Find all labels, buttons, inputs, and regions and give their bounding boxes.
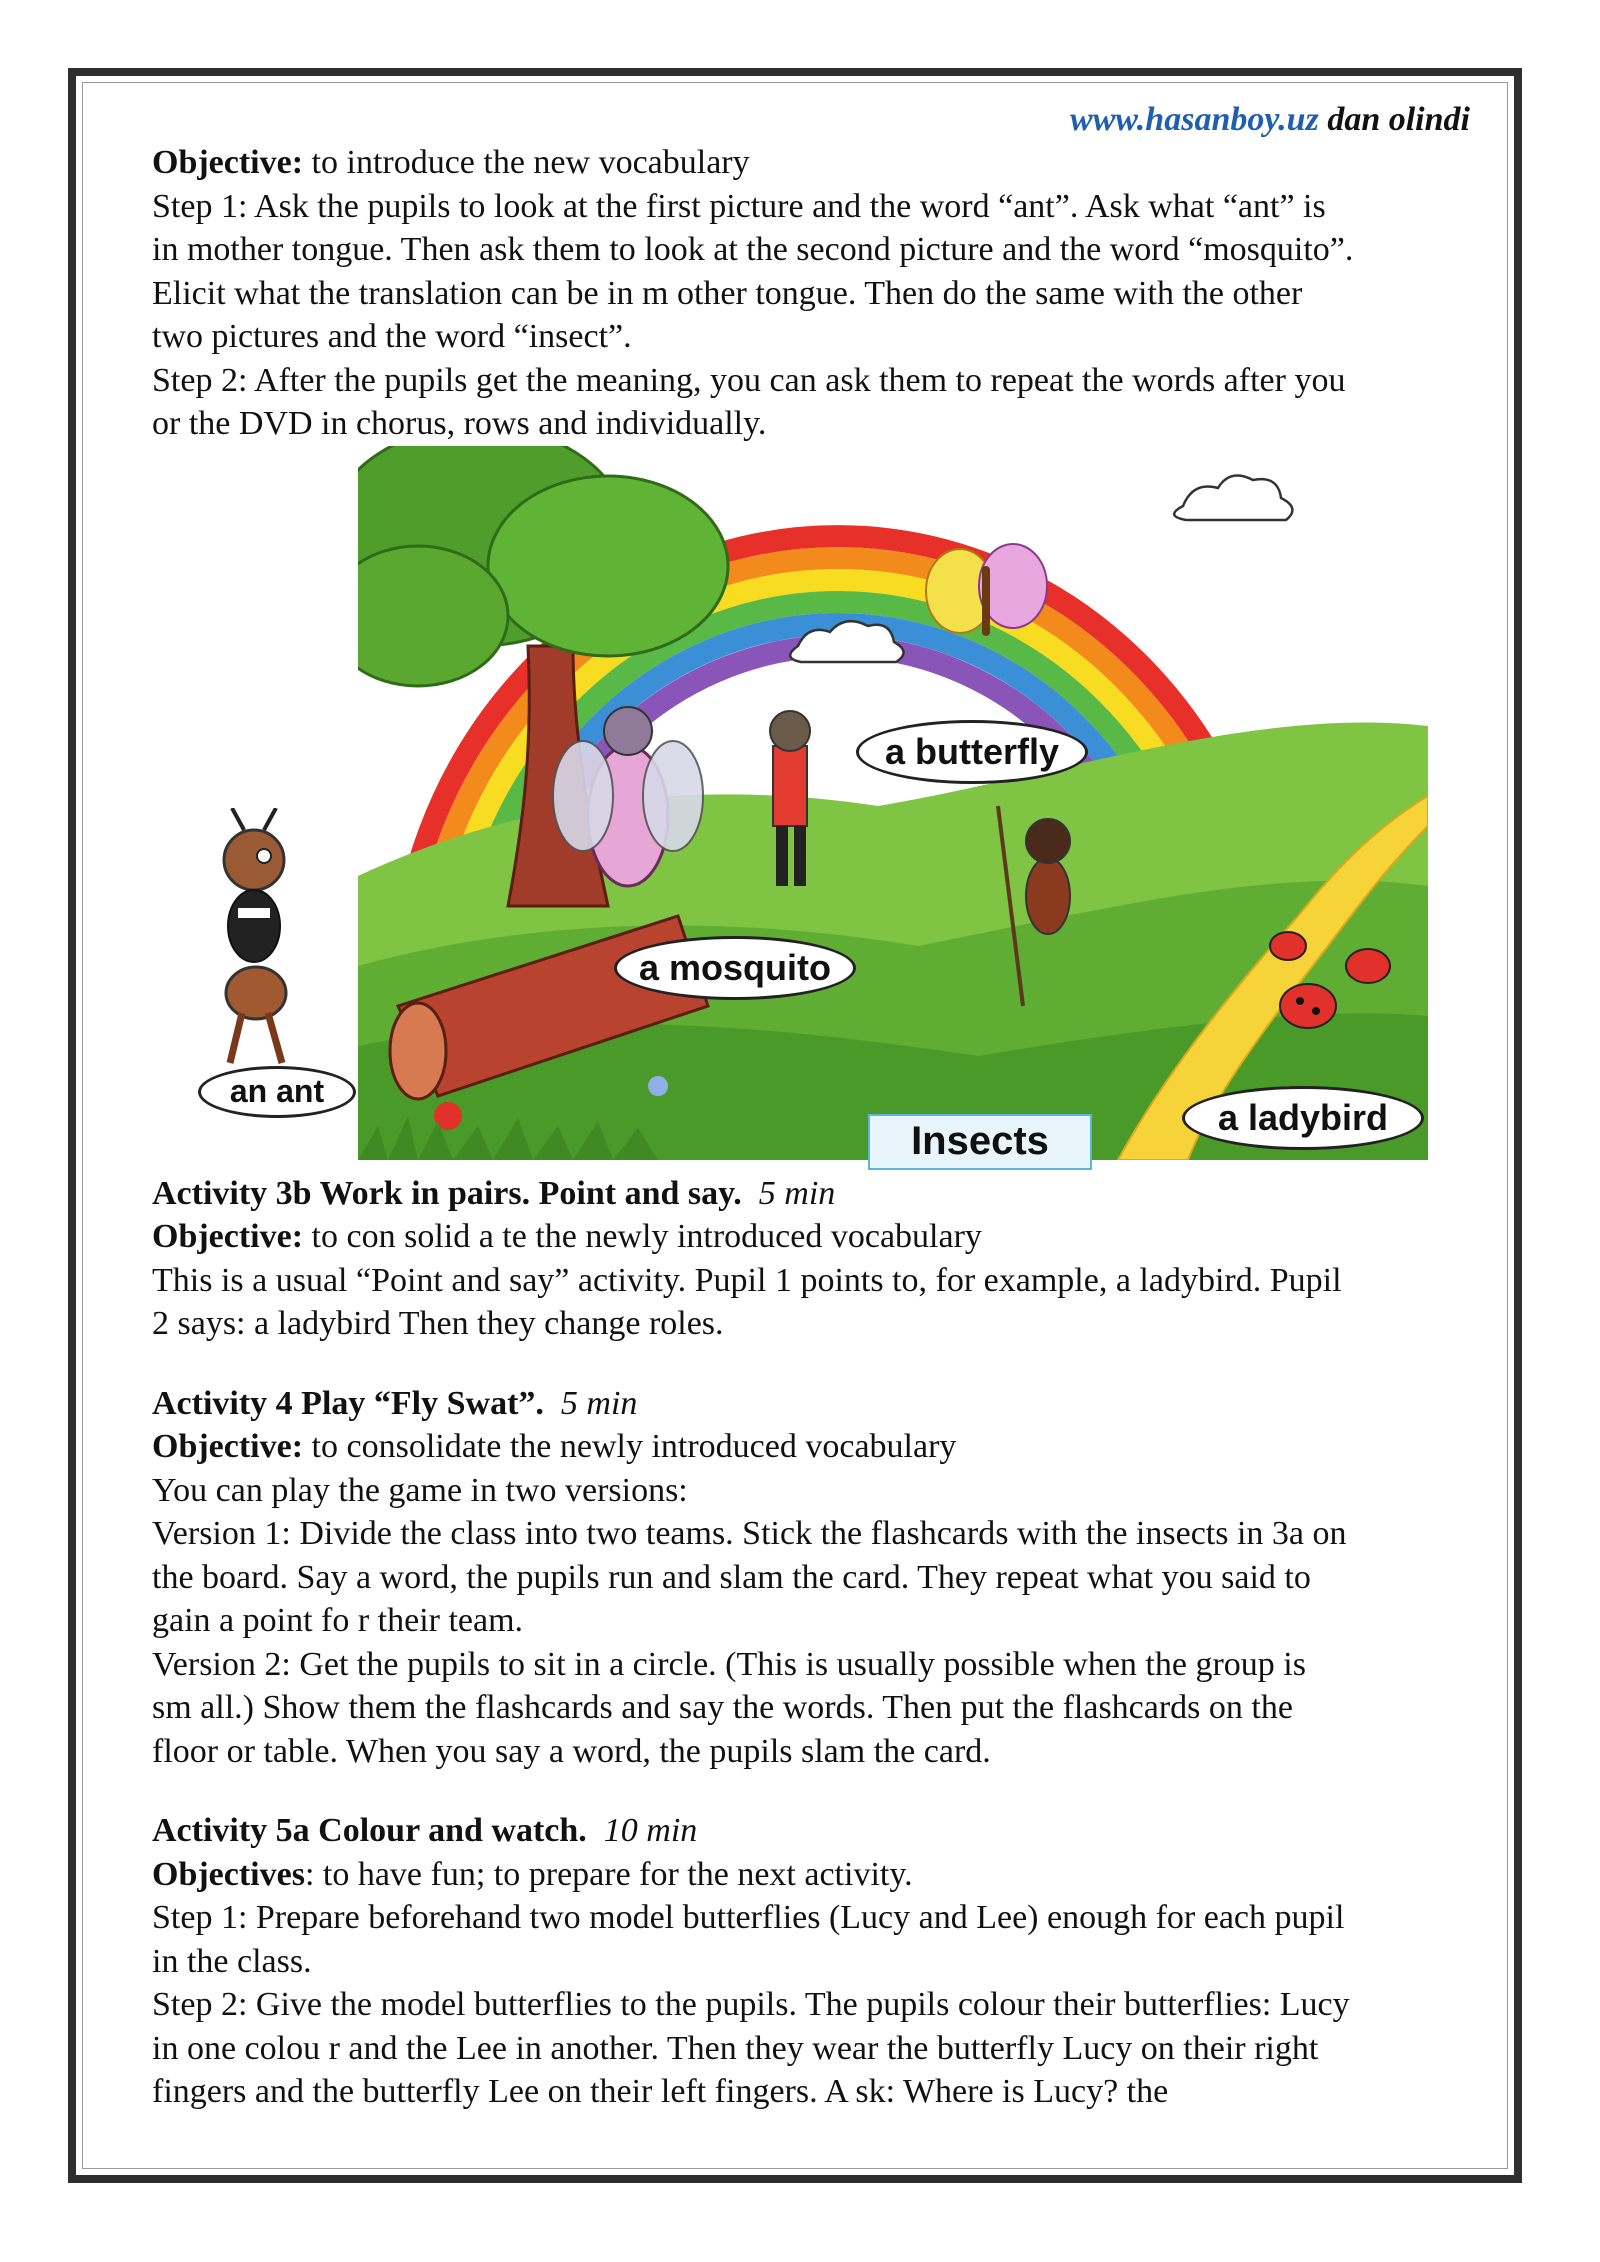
- watermark-suffix: dan olindi: [1318, 101, 1470, 138]
- insects-illustration: [152, 446, 1482, 1172]
- objective-text: : to have fun; to prepare for the next activity.: [304, 1855, 913, 1893]
- insects-scene: [358, 446, 1428, 1160]
- label-an-ant: an ant: [198, 1066, 356, 1118]
- paragraph-line: or the DVD in chorus, rows and individually.: [152, 405, 767, 442]
- paragraph-line: Step 2: Give the model butterflies to the pupils. The pupils colour their butterflies: Lucy: [152, 1986, 1350, 2023]
- paragraph-line: the board. Say a word, the pupils run and slam the card. They repeat what you said to: [152, 1558, 1311, 1596]
- objective-line: [152, 141, 1482, 185]
- objective-line: [152, 1425, 1482, 1469]
- objective-text: to con solid a te the newly introduced vocabulary: [303, 1218, 982, 1255]
- paragraph-line: sm all.) Show them the flashcards and say the words. Then put the flashcards on the: [152, 1689, 1293, 1726]
- activity-3b-heading: [152, 1172, 1482, 1216]
- activity-time: 10 min: [603, 1812, 698, 1849]
- activity-4-heading: [152, 1382, 1482, 1426]
- label-a-ladybird: a ladybird: [1182, 1086, 1424, 1150]
- objective-label: Objective:: [152, 144, 304, 181]
- paragraph-line: Elicit what the translation can be in m other tongue. Then do the same with the other: [152, 274, 1303, 312]
- paragraph-line: in one colou r and the Lee in another. Then they wear the butterfly Lucy on their right: [152, 2029, 1319, 2067]
- document-body: [152, 98, 1482, 2114]
- insects-title-label: Insects: [868, 1114, 1092, 1170]
- paragraph-line: 2 says: a ladybird Then they change roles.: [152, 1305, 724, 1342]
- label-a-butterfly: a butterfly: [856, 720, 1088, 784]
- paragraph-line: Version 2: Get the pupils to sit in a circle. (This is usually possible when the group is: [152, 1645, 1306, 1683]
- paragraph-line: Version 1: Divide the class into two teams. Stick the flashcards with the insects in 3a on: [152, 1515, 1347, 1552]
- ant-icon: [202, 808, 322, 1068]
- label-a-mosquito: a mosquito: [614, 936, 856, 1000]
- objective-label: Objective:: [152, 1428, 304, 1465]
- paragraph-line: in the class.: [152, 1942, 312, 1980]
- objective-label: Objectives: [152, 1855, 305, 1893]
- paragraph-line: gain a point fo r their team.: [152, 1602, 524, 1639]
- watermark-link[interactable]: www.hasanboy.uz: [1070, 101, 1319, 138]
- activity-time: 5 min: [758, 1174, 836, 1212]
- paragraph-line: fingers and the butterfly Lee on their left fingers. A sk: Where is Lucy? the: [152, 2073, 1169, 2110]
- paragraph-line: two pictures and the word “insect”.: [152, 318, 632, 355]
- paragraph-line: Step 2: After the pupils get the meaning, you can ask them to repeat the words after you: [152, 361, 1346, 399]
- paragraph-line: You can play the game in two versions:: [152, 1471, 688, 1509]
- paragraph-line: in mother tongue. Then ask them to look at the second picture and the word “mosquito”.: [152, 231, 1354, 268]
- activity-title: Activity 4 Play “Fly Swat”.: [152, 1384, 544, 1422]
- paragraph-line: Step 1: Ask the pupils to look at the first picture and the word “ant”. Ask what “ant” is: [152, 187, 1326, 225]
- activity-time: 5 min: [560, 1384, 638, 1422]
- objective-text: to consolidate the newly introduced vocabulary: [303, 1428, 957, 1465]
- paragraph-line: Step 1: Prepare beforehand two model butterflies (Lucy and Lee) enough for each pupil: [152, 1899, 1345, 1936]
- activity-title: Activity 5a Colour and watch.: [152, 1812, 587, 1849]
- activity-title: Activity 3b Work in pairs. Point and say.: [152, 1174, 742, 1212]
- objective-label: Objective:: [152, 1218, 304, 1255]
- objective-line: [152, 1215, 1482, 1259]
- objective-text: to introduce the new vocabulary: [303, 144, 750, 181]
- paragraph-line: floor or table. When you say a word, the pupils slam the card.: [152, 1732, 991, 1770]
- activity-5a-heading: [152, 1809, 1482, 1853]
- paragraph-line: This is a usual “Point and say” activity. Pupil 1 points to, for example, a ladybird. Pupil: [152, 1261, 1342, 1299]
- watermark[interactable]: [152, 98, 1482, 141]
- objective-line: [152, 1853, 1482, 1897]
